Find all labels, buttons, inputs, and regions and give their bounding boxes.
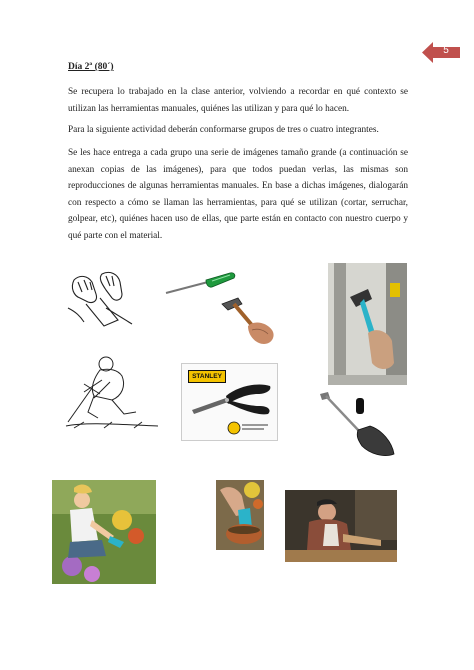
stanley-snips-figure bbox=[181, 363, 278, 441]
pickaxe-worker-drawing bbox=[64, 352, 160, 432]
pipe-wrench-photo bbox=[328, 263, 407, 385]
section-heading: Día 2ª (80´) bbox=[68, 62, 114, 72]
page-number: 5 bbox=[443, 45, 449, 56]
carpenter-workbench-photo bbox=[285, 490, 397, 562]
page-number-badge bbox=[422, 42, 460, 63]
hammer-figure bbox=[218, 296, 276, 346]
shovel-icon bbox=[318, 390, 396, 460]
trowel-potting-photo bbox=[216, 480, 264, 550]
screwdriver-icon bbox=[164, 270, 238, 296]
paragraph-3: Se les hace entrega a cada grupo una serie de imágenes tamaño grande (a continuación se anexan copias de las imágenes), para que todos puedan verlas, las mismas son reproducciones de algunas herramientas manuales. En base a dichas imágenes, dialogarán con respecto a cómo se llaman las herramientas, para qué se utilizan (cortar, serruchar, golpear, etc), quiénes hacen uso de ellas, que parte están en contacto con nuestro cuerpo y qué parte con el material. bbox=[68, 148, 408, 241]
screwdriver-figure bbox=[164, 270, 238, 296]
hammer-icon bbox=[218, 296, 276, 346]
paragraph-2: Para la siguiente actividad deberán conformarse grupos de tres o cuatro integrantes. bbox=[68, 125, 379, 135]
trowel-icon bbox=[216, 480, 264, 550]
woman-gardening-photo bbox=[52, 480, 156, 584]
pipe-wrench-icon bbox=[328, 263, 407, 385]
pickaxe-icon bbox=[64, 352, 160, 432]
paragraph-1: Se recupera lo trabajado en la clase anterior, volviendo a recordar en qué contexto se utilizan las herramientas manuales, quiénes las utilizan y para qué lo hacen. bbox=[68, 87, 408, 114]
hands-tool-drawing bbox=[66, 268, 136, 332]
shovel-figure bbox=[318, 390, 396, 460]
hands-icon bbox=[66, 268, 136, 332]
carpenter-icon bbox=[285, 490, 397, 562]
stanley-logo: STANLEY bbox=[188, 370, 226, 383]
gardening-icon bbox=[52, 480, 156, 584]
